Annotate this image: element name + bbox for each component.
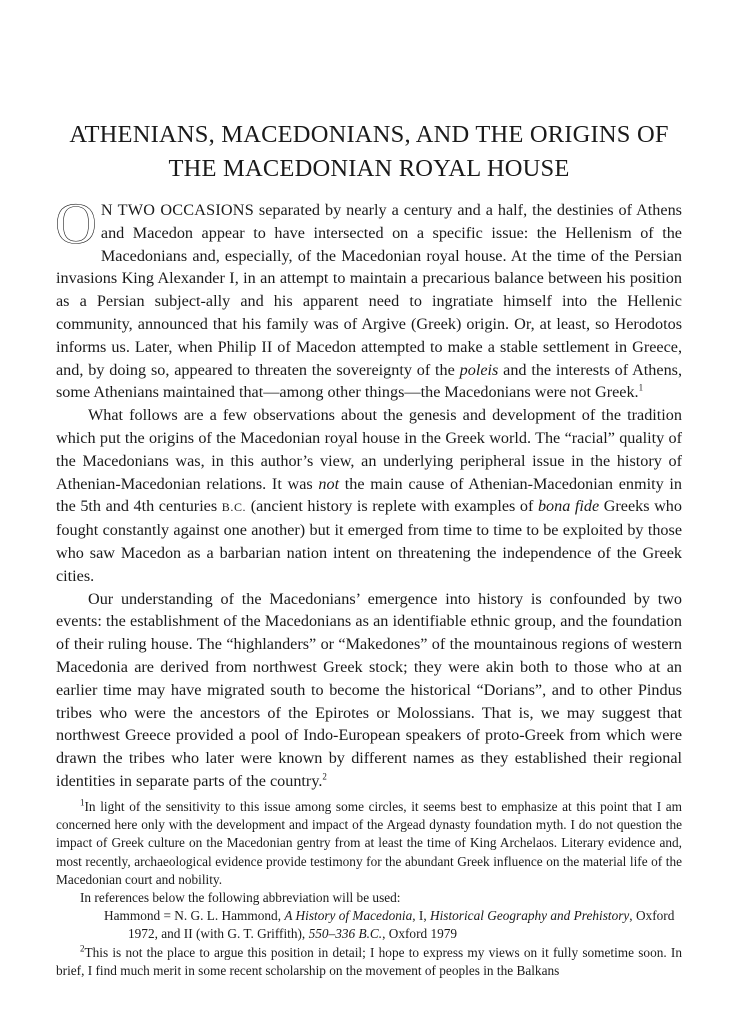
footnote-ref-2[interactable]: 2 [322, 771, 327, 782]
footnote-1: $^1$In light of the sensitivity to this issue among some circles, it seems best to emphasize at this point that I am concerned here only with the development and impact of the Argead dynasty foundation myth. I do not question the impact of Greek culture on the Macedonian gentry from at least the time of King Archelaos. Literary evidence and, most recently, archaeological evidence provide testimony for the abundant Greek influence on the material life of the Macedonian court and nobility. [56, 797, 682, 887]
article-title [56, 118, 682, 186]
footnote-ref-1[interactable]: 1 [638, 382, 644, 393]
abbreviation-intro: In references below the following abbreviation will be used: [80, 890, 401, 906]
title-line-1: ATHENIANS, MACEDONIANS, AND THE ORIGINS OF [69, 121, 669, 148]
paper-page [56, 0, 682, 1024]
title-line-2: THE MACEDONIAN ROYAL HOUSE [168, 155, 570, 182]
drop-cap: O [55, 191, 97, 256]
paragraph-2: What follows are a few observations about the genesis and development of the tradition which put the origins of the Macedonian royal house in the Greek world. The “racial” quality of the Macedonians was, in this author’s view, an underlying peripheral issue in the history of Athenian-Macedonian relations. It was not the main cause of Athenian-Macedonian enmity in the 5th and 4th centuries B.C. (ancient history is replete with examples of bona fide Greeks who fought constantly against one another) but it emerged from time to time to be exploited by those who saw Macedon as a barbarian nation intent on threatening the independence of the Greek cities. [56, 406, 682, 585]
article-body [55, 191, 683, 793]
footnote-2: $^2$This is not the place to argue this position in detail; I hope to express my views on it fully sometime soon. In brief, I find much merit in some recent scholarship on the movement of peoples in the Balkans [56, 943, 682, 978]
paragraph-1: O N TWO OCCASIONS separated by nearly a century and a half, the destinies of Athens and Macedon appear to have intersected on a specific issue: the Hellenism of the Macedonians and, especially, of the Macedonian royal house. At the time of the Persian invasions King Alexander I, in an attempt to maintain a precarious balance between his position as a Persian subject-ally and his apparent need to ingratiate himself into the Hellenic community, announced that his family was of Argive (Greek) origin. Or, at least, so Herodotos informs us. Later, when Philip II of Macedon attempted to make a stable settlement in Greece, and, by doing so, appeared to threaten the sovereignty of the poleis and the interests of Athens, some Athenians maintained that—among other things—the Macedonians were not Greek.$^1$ [55, 191, 683, 402]
paragraph-3: Our understanding of the Macedonians’ emergence into history is confounded by two events: the establishment of the Macedonians as an identifiable ethnic group, and the foundation of their ruling house. The “highlanders” or “Makedones” of the mountainous regions of western Macedonia are derived from northwest Greek stock; they were akin both to those who at an earlier time may have migrated south to become the historical “Dorians”, and to other Pindus tribes who were the ancestors of the Epirotes or Molossians. That is, we may suggest that northwest Greece provided a pool of Indo-European speakers of proto-Greek from which were drawn the tribes who later were known by different names as they established their regional identities in separate parts of the country.$^2$ [56, 589, 682, 790]
lead-in: N TWO OCCASIONS [100, 201, 254, 219]
footnotes [56, 798, 682, 980]
abbreviation-entry: Hammond = N. G. L. Hammond, A History of Macedonia, I, Historical Geography and Prehistory, Oxford 1972, and II (with G. T. Griffith), 550–336 B.C., Oxford 1979 [104, 908, 675, 942]
